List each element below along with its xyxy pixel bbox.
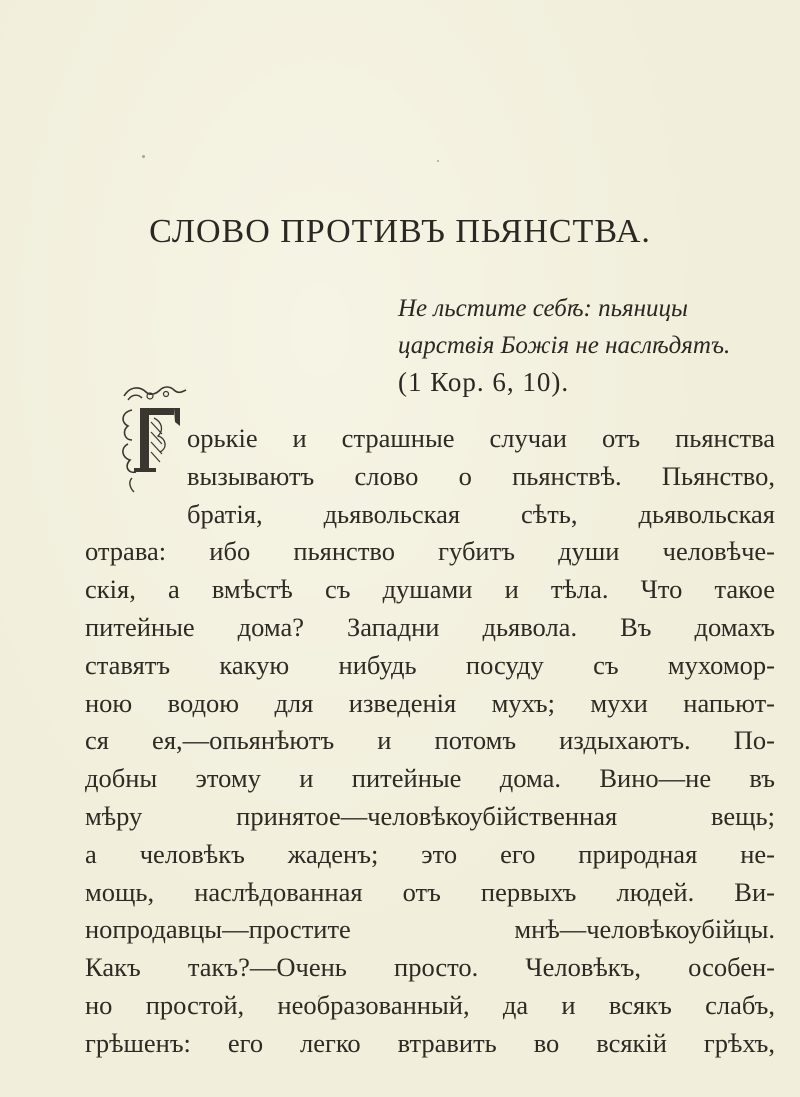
epigraph-reference: (1 Кор. 6, 10). (398, 367, 570, 397)
ink-speck (437, 160, 439, 162)
epigraph-line-2: царствія Божія не наслѣдятъ. (398, 332, 731, 359)
body-line: братія, дьявольская сѣть, дьявольская (187, 498, 775, 529)
body-line: Какъ такъ?—Очень просто. Человѣкъ, особен- (85, 952, 775, 983)
ink-speck (142, 155, 145, 158)
body-line: орькіе и страшные случаи отъ пьянства (187, 423, 775, 453)
body-line: добны этому и питейные дома. Вино—не въ (85, 763, 775, 794)
sermon-title: СЛОВО ПРОТИВЪ ПЬЯНСТВА. (149, 213, 651, 250)
epigraph (398, 290, 768, 401)
body-line: а человѣкъ жаденъ; это его природная не- (85, 838, 775, 869)
body-line: вызываютъ слово о пьянствѣ. Пьянство, (187, 460, 775, 491)
epigraph-line-1: Не льстите себѣ: пьяницы (398, 295, 688, 322)
body-line: грѣшенъ: его легко втравить во всякій грѣхъ, (85, 1027, 775, 1058)
body-line: нопродавцы—простите мнѣ—человѣкоубійцы. (85, 914, 775, 945)
body-line: отрава: ибо пьянство губитъ души человѣче- (85, 536, 775, 567)
body-line: скія, а вмѣстѣ съ душами и тѣла. Что такое (85, 574, 775, 605)
body-line: мѣру принятое—человѣкоубійственная вещь; (85, 800, 775, 831)
sermon-body (85, 420, 775, 1063)
body-line: мощь, наслѣдованная отъ первыхъ людей. Ви- (85, 876, 775, 907)
body-line: ною водою для изведенія мухъ; мухи напьют- (85, 687, 775, 718)
body-line: ставятъ какую нибудь посуду съ мухомор- (85, 649, 775, 680)
body-line: ся ея,—опьянѣютъ и потомъ издыхаютъ. По- (85, 725, 775, 756)
body-line: но простой, необразованный, да и всякъ слабъ, (85, 989, 775, 1020)
body-line: питейные дома? Западни дьявола. Въ домахъ (85, 611, 775, 642)
